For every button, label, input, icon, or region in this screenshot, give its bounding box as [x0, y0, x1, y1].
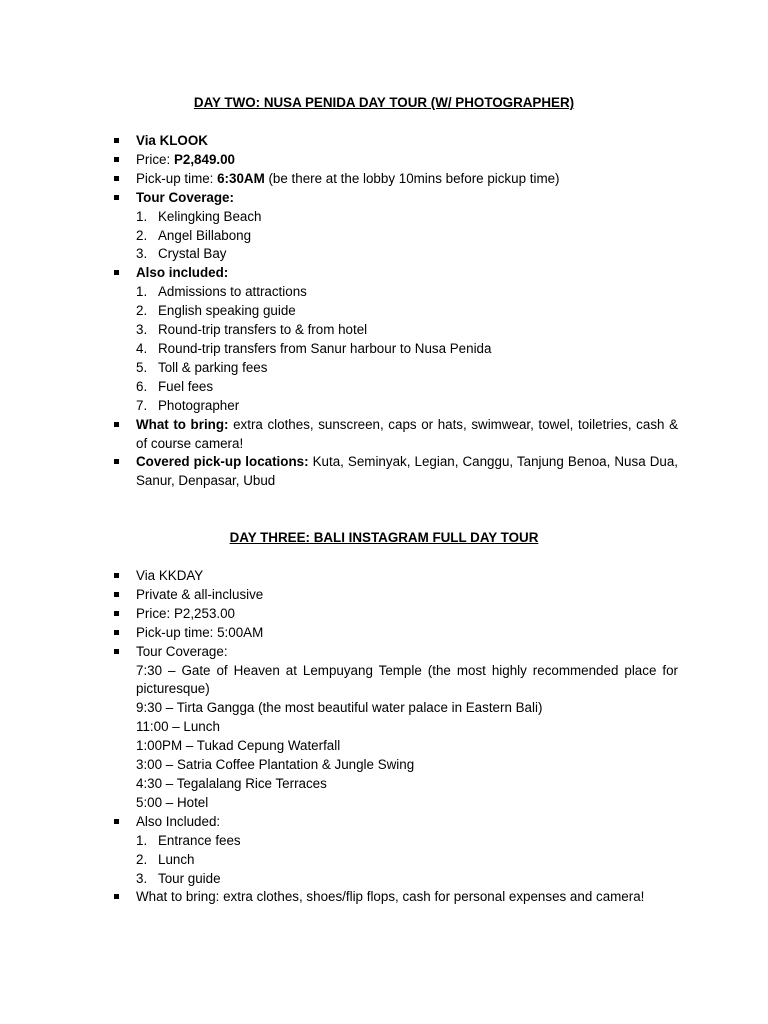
day-three-list — [113, 567, 678, 907]
list-item: Pick-up time: 6:30AM (be there at the lobby 10mins before pickup time) — [113, 170, 678, 189]
list-item: 6. Fuel fees — [136, 378, 214, 394]
list-item: 1. Kelingking Beach — [136, 208, 262, 224]
schedule-item: 5:00 – Hotel — [136, 794, 209, 810]
schedule-item: 11:00 – Lunch — [136, 719, 220, 735]
list-item: 4. Round-trip transfers from Sanur harbour to Nusa Penida — [136, 340, 492, 356]
list-item: Price: P2,253.00 — [113, 605, 678, 624]
schedule-item: 4:30 – Tegalalang Rice Terraces — [136, 775, 327, 791]
day-three-heading: DAY THREE: BALI INSTAGRAM FULL DAY TOUR — [229, 530, 539, 545]
list-item: Also Included: — [113, 813, 678, 832]
list-item: Via KLOOK — [113, 132, 678, 151]
schedule-item: 7:30 – Gate of Heaven at Lempuyang Temple (the most highly recommended place for picturesque) — [136, 662, 678, 697]
list-item: Via KKDAY — [113, 567, 678, 586]
list-item: 2. Angel Billabong — [136, 227, 252, 243]
schedule-item: 1:00PM – Tukad Cepung Waterfall — [136, 738, 341, 754]
list-item: 3. Crystal Bay — [136, 246, 227, 262]
schedule-item: 9:30 – Tirta Gangga (the most beautiful water palace in Eastern Bali) — [136, 700, 543, 716]
list-item: Pick-up time: 5:00AM — [113, 624, 678, 643]
schedule-item: 3:00 – Satria Coffee Plantation & Jungle Swing — [136, 757, 415, 773]
list-item: Tour Coverage: — [113, 189, 678, 208]
list-item: 3. Round-trip transfers to & from hotel — [136, 322, 368, 338]
list-item: Price: P2,849.00 — [113, 151, 678, 170]
list-item: What to bring: extra clothes, sunscreen, caps or hats, swimwear, towel, toiletries, cash & of course camera! — [113, 416, 678, 454]
list-item: Covered pick-up locations: Kuta, Seminyak, Legian, Canggu, Tanjung Benoa, Nusa Dua, Sanur, Denpasar, Ubud — [113, 453, 678, 491]
list-item: Tour Coverage: — [113, 643, 678, 662]
list-item: 1. Entrance fees — [136, 832, 241, 848]
list-item: 2. Lunch — [136, 851, 195, 867]
list-item: Also included: — [113, 264, 678, 283]
list-item: 3. Tour guide — [136, 870, 221, 886]
day-two-heading: DAY TWO: NUSA PENIDA DAY TOUR (W/ PHOTOGRAPHER) — [193, 95, 575, 110]
list-item: 1. Admissions to attractions — [136, 284, 307, 300]
list-item: 5. Toll & parking fees — [136, 359, 268, 375]
list-item: 7. Photographer — [136, 397, 240, 413]
day-two-list — [113, 132, 678, 491]
list-item: Private & all-inclusive — [113, 586, 678, 605]
list-item: 2. English speaking guide — [136, 303, 296, 319]
list-item: What to bring: extra clothes, shoes/flip flops, cash for personal expenses and camera! — [113, 888, 678, 907]
